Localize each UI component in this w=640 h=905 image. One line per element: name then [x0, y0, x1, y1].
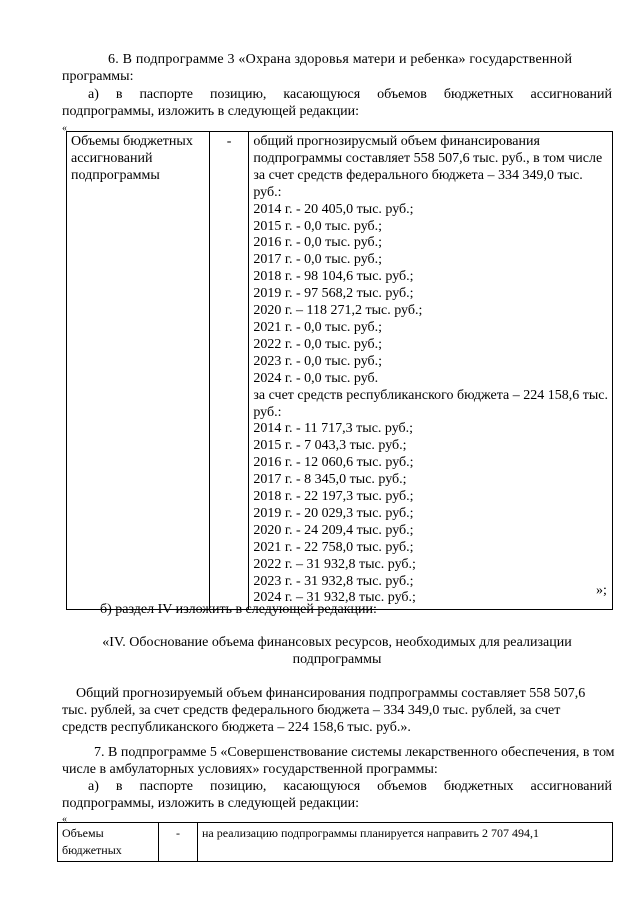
table-content-line: 2015 г. - 7 043,3 тыс. руб.;	[253, 438, 407, 454]
table-content-cell	[249, 132, 613, 610]
table-content-line: 2016 г. - 0,0 тыс. руб.;	[253, 235, 383, 251]
table-content-line: 2022 г. – 31 932,8 тыс. руб.;	[253, 556, 416, 572]
table-content-line: 2018 г. - 22 197,3 тыс. руб.;	[253, 489, 414, 505]
section7-item-a-line2: подпрограммы, изложить в следующей редакции:	[62, 796, 360, 811]
table-content-line: 2014 г. - 11 717,3 тыс. руб.;	[253, 421, 414, 437]
table-content-line: 2021 г. - 22 758,0 тыс. руб.;	[253, 539, 414, 555]
section-heading-line2: подпрограммы	[292, 652, 382, 667]
section7-item-a-line1: а) в паспорте позицию, касающуюся объемов бюджетных ассигнований	[88, 779, 612, 794]
table-content-line: 2018 г. - 98 104,6 тыс. руб.;	[253, 269, 414, 285]
table-content-line: 2015 г. - 0,0 тыс. руб.;	[253, 218, 383, 234]
table-label-line: Объемы	[62, 826, 104, 840]
paragraph-line1: Общий прогнозируемый объем финансирования подпрограммы составляет 558 507,6	[76, 686, 586, 701]
table-content-line: 2019 г. - 20 029,3 тыс. руб.;	[253, 505, 414, 521]
table-content-line: 2022 г. - 0,0 тыс. руб.;	[253, 336, 383, 352]
close-quote: »;	[596, 583, 607, 598]
section6-item-a-line2: подпрограммы, изложить в следующей редакции:	[62, 104, 360, 119]
table-content-line: руб.:	[253, 184, 282, 200]
table-label-line: ассигнований	[71, 150, 153, 166]
section6-item-b: б) раздел IV изложить в следующей редакции:	[100, 602, 377, 617]
table-content-line: 2016 г. - 12 060,6 тыс. руб.;	[253, 455, 414, 471]
table-content-cell	[198, 823, 613, 862]
section6-intro-line2: программы:	[62, 69, 134, 84]
section-heading-line1: «IV. Обоснование объема финансовых ресурсов, необходимых для реализации	[102, 635, 572, 650]
paragraph-line2: тыс. рублей, за счет средств федерального бюджета – 334 349,0 тыс. рублей, за счет	[62, 703, 561, 718]
table-content-line: 2019 г. - 97 568,2 тыс. руб.;	[253, 286, 414, 302]
budget-table-subprogram5	[57, 822, 613, 862]
budget-table-subprogram3	[66, 131, 613, 610]
section6-intro-line1: 6. В подпрограмме 3 «Охрана здоровья матери и ребенка» государственной	[108, 52, 573, 67]
table-dash-cell: -	[209, 132, 249, 610]
table-content-line: 2020 г. - 24 209,4 тыс. руб.;	[253, 522, 414, 538]
table-row	[58, 823, 613, 862]
table-label-cell	[67, 132, 210, 610]
table-content-line: общий прогнозирусмый объем финансирования	[253, 134, 540, 149]
table-content-line: за счет средств федерального бюджета – 334 349,0 тыс.	[253, 167, 583, 183]
table-content-line: 2023 г. - 31 932,8 тыс. руб.;	[253, 573, 414, 589]
section6-item-a-line1: а) в паспорте позицию, касающуюся объемов бюджетных ассигнований	[88, 87, 612, 102]
table-content-line: руб.:	[253, 404, 282, 420]
table-content-line: 2021 г. - 0,0 тыс. руб.;	[253, 319, 383, 335]
paragraph-line3: средств республиканского бюджета – 224 158,6 тыс. руб.».	[62, 720, 411, 735]
section7-intro-line2: числе в амбулаторных условиях» государственной программы:	[62, 762, 438, 777]
table-label-line: подпрограммы	[71, 167, 160, 183]
table-content-line: 2014 г. - 20 405,0 тыс. руб.;	[253, 201, 414, 217]
table-content-line: подпрограммы составляет 558 507,6 тыс. руб., в том числе	[253, 150, 603, 166]
table-content-line: 2024 г. - 0,0 тыс. руб.	[253, 370, 379, 386]
table-content-line: 2017 г. - 0,0 тыс. руб.;	[253, 252, 383, 268]
table-label-line: Объемы бюджетных	[71, 134, 193, 149]
open-quote-2: «	[62, 814, 67, 825]
table-label-line: бюджетных	[62, 842, 122, 857]
section7-intro-line1: 7. В подпрограмме 5 «Совершенствование системы лекарственного обеспечения, в том	[94, 745, 615, 760]
table-row	[67, 132, 613, 610]
table-content-line: 2017 г. - 8 345,0 тыс. руб.;	[253, 472, 407, 488]
table-content-line: за счет средств республиканского бюджета – 224 158,6 тыс.	[253, 387, 608, 403]
table-content-line: 2024 г. – 31 932,8 тыс. руб.;	[253, 590, 416, 606]
open-quote: «	[62, 123, 67, 134]
table-content-line: 2023 г. - 0,0 тыс. руб.;	[253, 353, 383, 369]
table-content-line: на реализацию подпрограммы планируется направить 2 707 494,1	[202, 826, 540, 840]
table-dash-cell: -	[159, 823, 198, 862]
table-label-cell	[58, 823, 159, 862]
table-content-line: 2020 г. – 118 271,2 тыс. руб.;	[253, 303, 423, 319]
